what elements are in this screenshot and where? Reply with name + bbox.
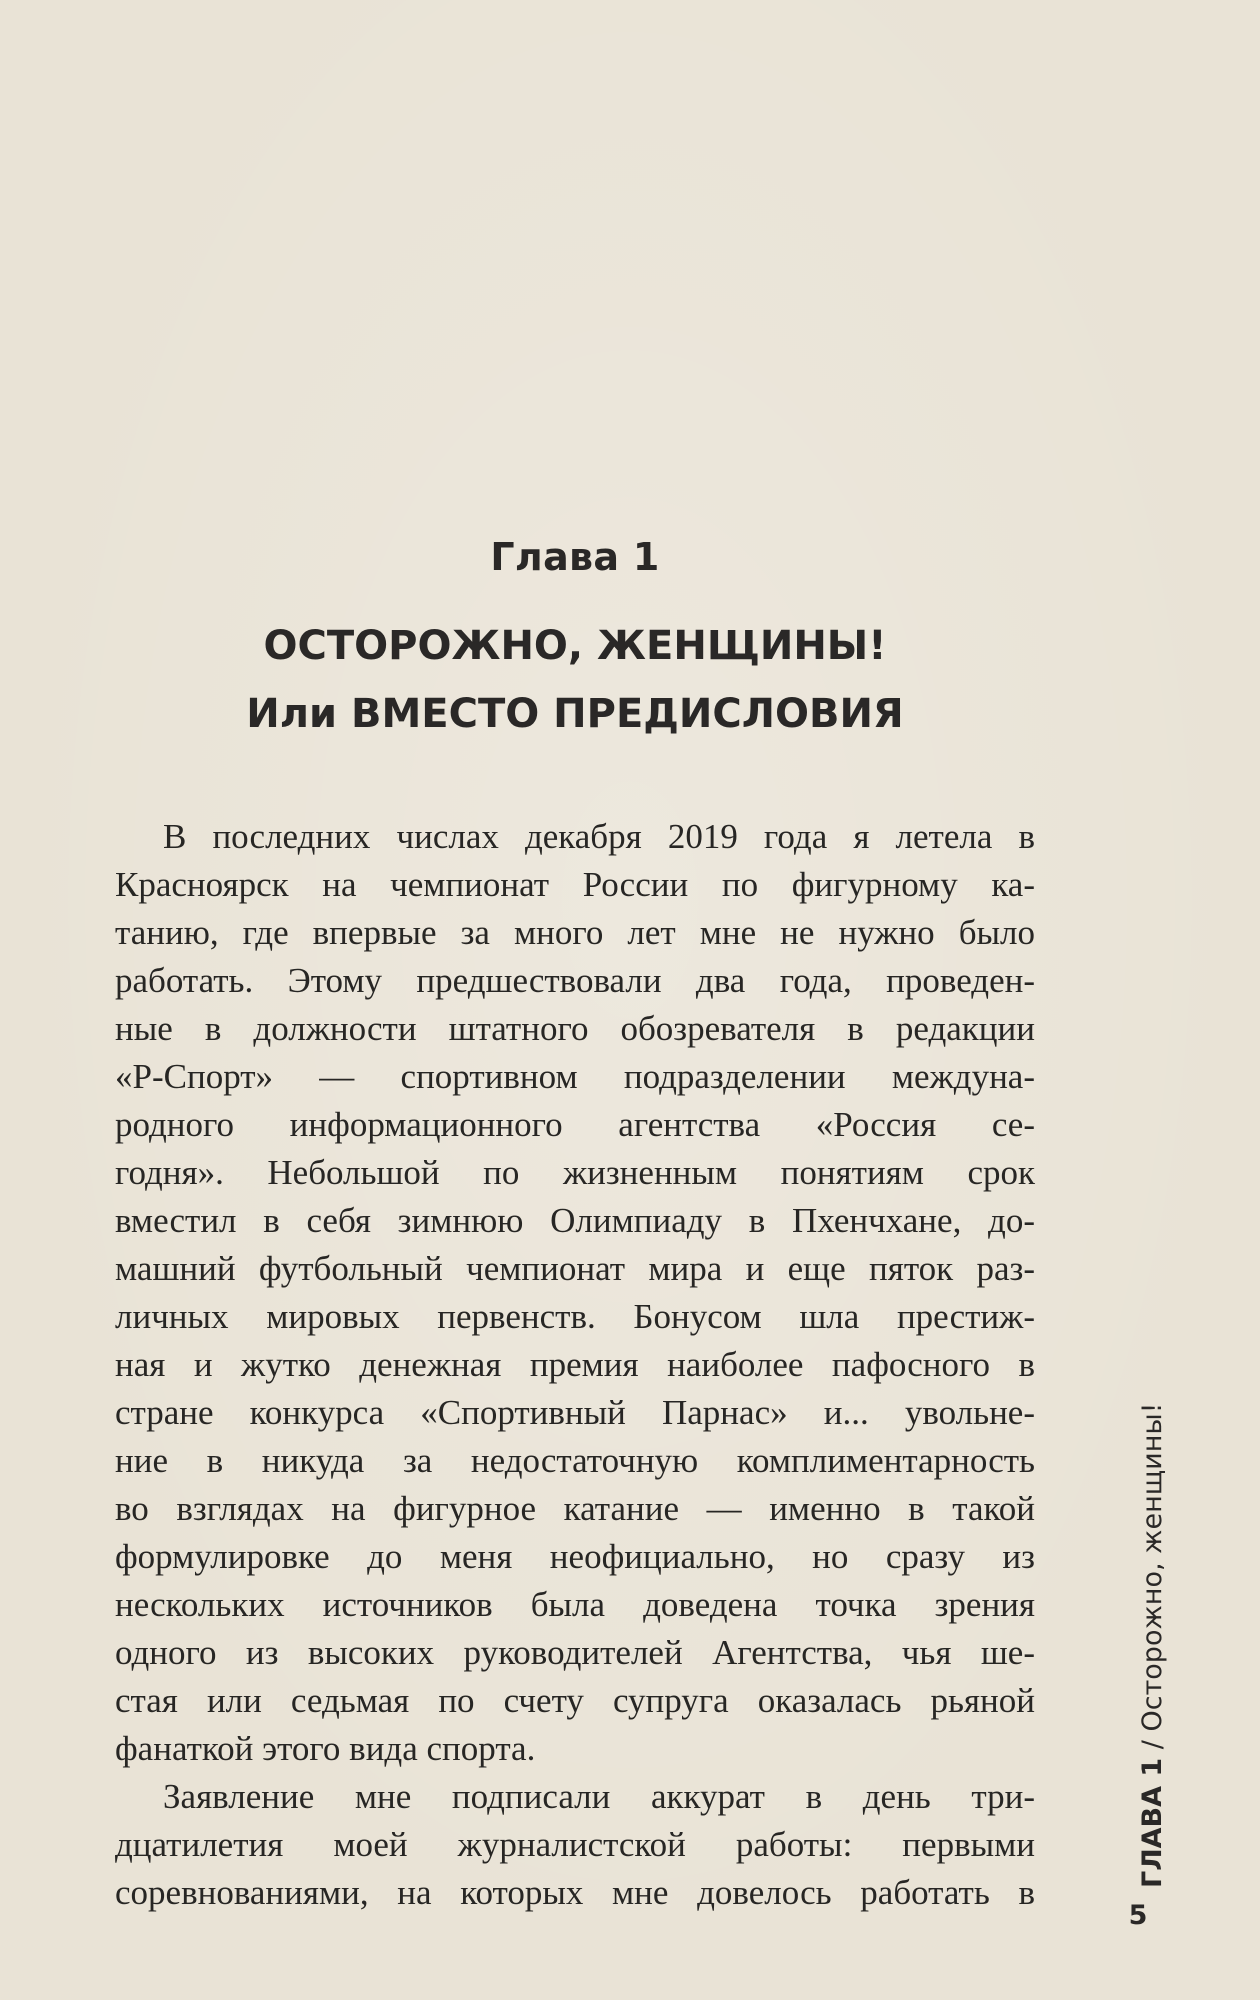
text-line: во взглядах на фигурное катание — именно в такой <box>115 1489 1035 1528</box>
text-line: ная и жутко денежная премия наиболее пафосного в <box>115 1345 1035 1384</box>
chapter-title-line: Или ВМЕСТО ПРЕДИСЛОВИЯ <box>246 691 904 737</box>
text-line: дцатилетия моей журналистской работы: первыми <box>115 1825 1035 1864</box>
chapter-title <box>0 612 1150 748</box>
text-line: одного из высоких руководителей Агентства, чья ше- <box>115 1633 1035 1672</box>
text-line: годня». Небольшой по жизненным понятиям срок <box>115 1153 1035 1192</box>
text-line: соревнованиями, на которых мне довелось работать в <box>115 1873 1035 1912</box>
running-head-separator: / <box>1137 1731 1168 1758</box>
chapter-number: Глава 1 <box>490 535 660 579</box>
text-line: Заявление мне подписали аккурат в день три- <box>163 1777 1035 1816</box>
text-line: ние в никуда за недостаточную комплиментарность <box>115 1441 1035 1480</box>
text-line: работать. Этому предшествовали два года, проведен- <box>115 961 1035 1000</box>
text-line: фанаткой этого вида спорта. <box>115 1729 536 1768</box>
page-number: 5 <box>1128 1900 1148 1931</box>
text-line: машний футбольный чемпионат мира и еще пяток раз- <box>115 1249 1035 1288</box>
text-line: ные в должности штатного обозревателя в редакции <box>115 1009 1035 1048</box>
text-line: личных мировых первенств. Бонусом шла престиж- <box>115 1297 1035 1336</box>
running-head-chapter: ГЛАВА 1 <box>1137 1757 1168 1888</box>
text-line: стая или седьмая по счету супруга оказалась рьяной <box>115 1681 1035 1720</box>
text-line: Красноярск на чемпионат России по фигурному ка- <box>115 865 1035 904</box>
text-line: В последних числах декабря 2019 года я летела в <box>163 817 1035 856</box>
text-line: родного информационного агентства «Россия се- <box>115 1105 1035 1144</box>
text-line: стране конкурса «Спортивный Парнас» и... увольне- <box>115 1393 1035 1432</box>
text-line: формулировке до меня неофициально, но сразу из <box>115 1537 1035 1576</box>
body-text <box>115 813 1035 1917</box>
running-head-title: Осторожно, женщины! <box>1137 1402 1168 1732</box>
running-head <box>1137 1403 1168 1889</box>
text-line: нескольких источников была доведена точка зрения <box>115 1585 1035 1624</box>
text-line: танию, где впервые за много лет мне не нужно было <box>115 913 1035 952</box>
chapter-title-line: ОСТОРОЖНО, ЖЕНЩИНЫ! <box>263 623 887 669</box>
text-line: вместил в себя зимнюю Олимпиаду в Пхенчхане, до- <box>115 1201 1035 1240</box>
text-line: «Р-Спорт» — спортивном подразделении междуна- <box>115 1057 1035 1096</box>
